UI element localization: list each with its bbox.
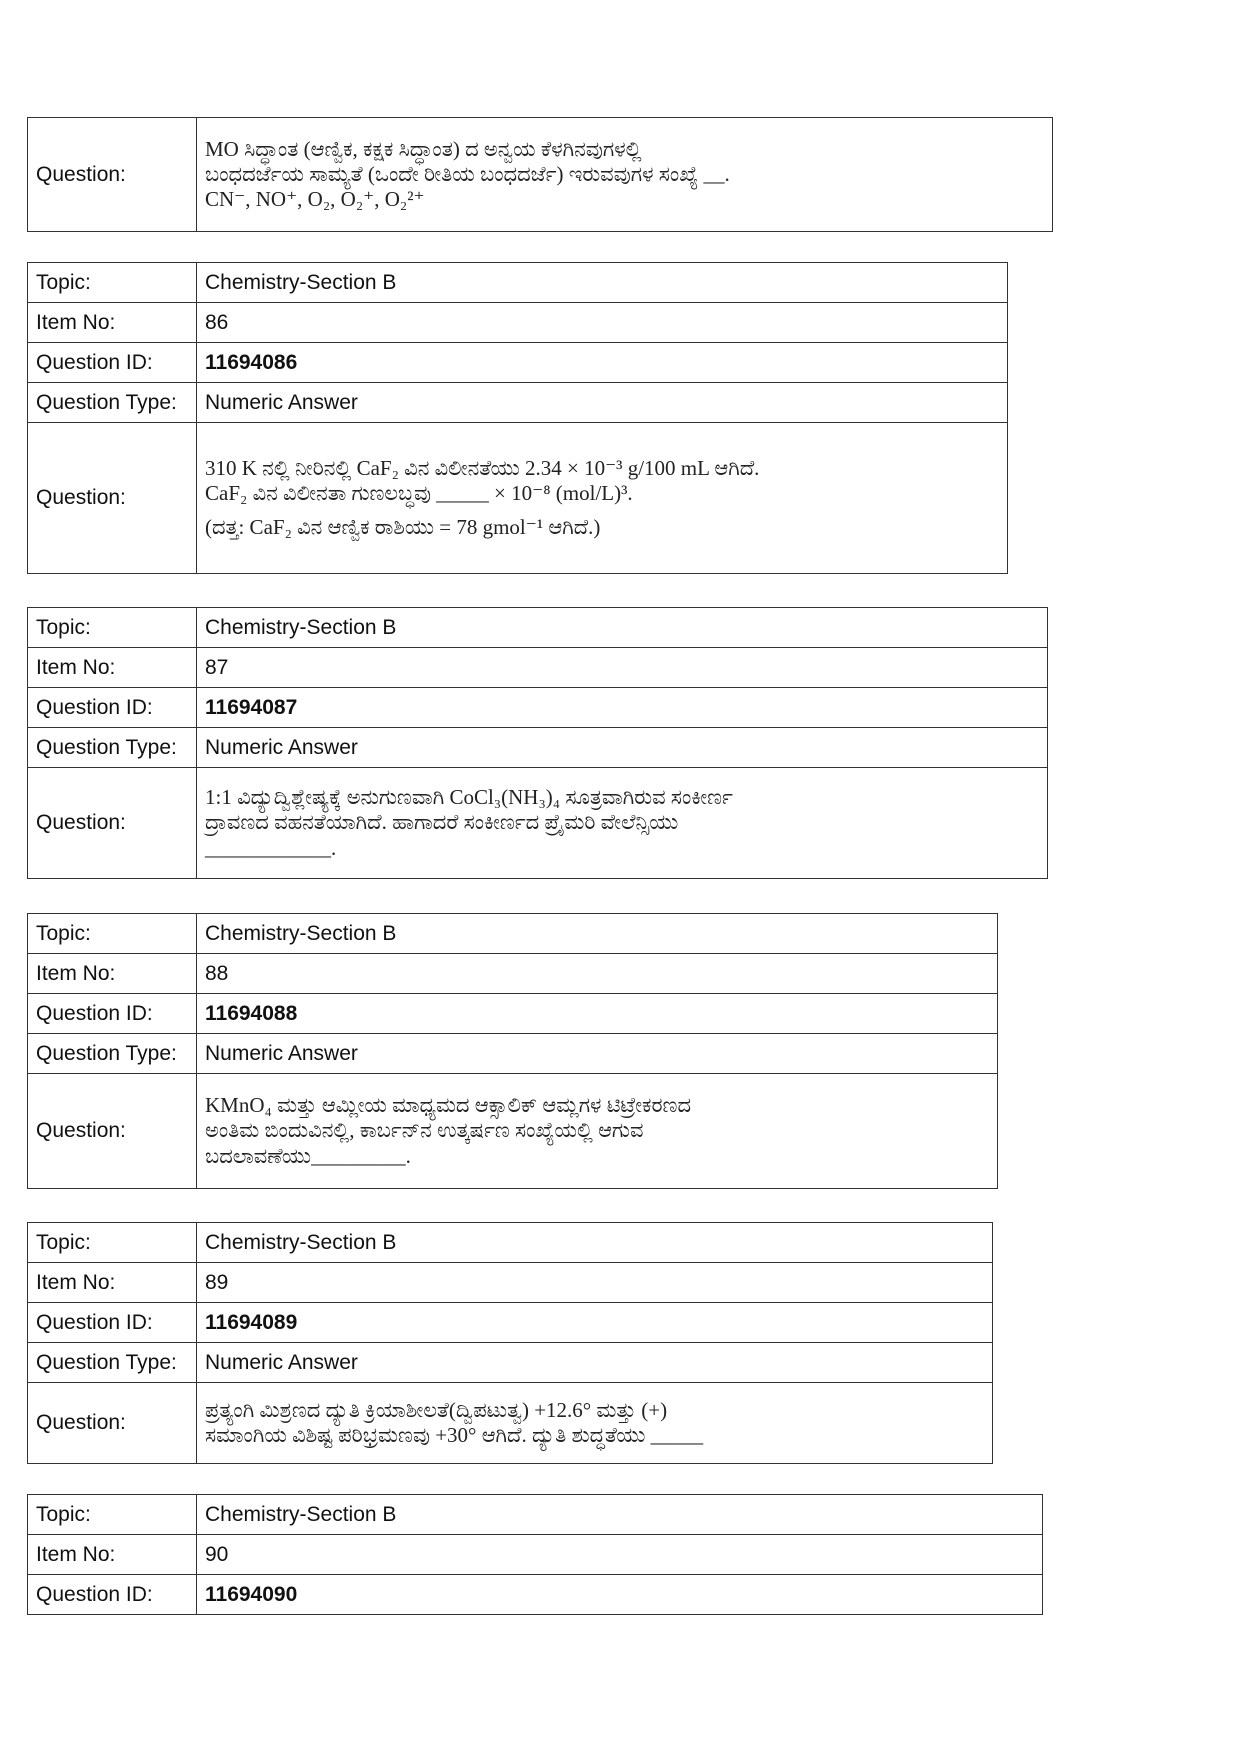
question-id-label: Question ID:: [28, 343, 197, 383]
question-text: [197, 1383, 993, 1464]
question-text: [197, 768, 1048, 879]
question-block-86: [27, 262, 1008, 574]
item-no-label: Item No:: [28, 1263, 197, 1303]
question-line: 310 K ನಲ್ಲಿ ನೀರಿನಲ್ಲಿ CaF₂ ವಿನ ವಿಲೀನತೆಯು 2.34 × 10⁻³ g/100 mL ಆಗಿದೆ.: [205, 456, 760, 481]
topic-value: Chemistry-Section B: [197, 608, 1048, 648]
question-label: Question:: [28, 1383, 197, 1464]
question-line: ಬಂಧದರ್ಜೆಯ ಸಾಮ್ಯತೆ (ಒಂದೇ ರೀತಿಯ ಬಂಧದರ್ಜೆ) ಇರುವವುಗಳ ಸಂಖ್ಯೆ __.: [205, 161, 730, 186]
question-text: [197, 1074, 998, 1189]
question-id-label: Question ID:: [28, 688, 197, 728]
topic-label: Topic:: [28, 1495, 197, 1535]
question-label: Question:: [28, 118, 197, 232]
question-label: Question:: [28, 423, 197, 574]
item-no-value: 86: [197, 303, 1008, 343]
question-id-value: 11694090: [197, 1575, 1043, 1615]
question-block-87: [27, 607, 1048, 879]
question-line: 1:1 ವಿದ್ಯುದ್ವಿಶ್ಲೇಷ್ಯಕ್ಕೆ ಅನುಗುಣವಾಗಿ CoCl₃(NH₃)₄ ಸೂತ್ರವಾಗಿರುವ ಸಂಕೀರ್ಣ: [205, 785, 733, 810]
question-type-value: Numeric Answer: [197, 1034, 998, 1074]
item-no-value: 90: [197, 1535, 1043, 1575]
question-line: ____________.: [205, 835, 337, 860]
question-text: [197, 118, 1053, 232]
question-line: CN⁻, NO⁺, O₂, O₂⁺, O₂²⁺: [205, 187, 425, 212]
topic-value: Chemistry-Section B: [197, 1495, 1043, 1535]
question-id-value: 11694087: [197, 688, 1048, 728]
question-id-label: Question ID:: [28, 1575, 197, 1615]
question-type-label: Question Type:: [28, 1343, 197, 1383]
topic-value: Chemistry-Section B: [197, 1223, 993, 1263]
question-id-value: 11694086: [197, 343, 1008, 383]
topic-value: Chemistry-Section B: [197, 263, 1008, 303]
question-text: [197, 423, 1008, 574]
topic-label: Topic:: [28, 1223, 197, 1263]
topic-value: Chemistry-Section B: [197, 914, 998, 954]
question-line: ದ್ರಾವಣದ ವಹನತೆಯಾಗಿದೆ. ಹಾಗಾದರೆ ಸಂಕೀರ್ಣದ ಪ್ರೈಮರಿ ವೇಲೆನ್ಸಿಯು: [205, 810, 679, 835]
question-type-value: Numeric Answer: [197, 728, 1048, 768]
question-id-label: Question ID:: [28, 994, 197, 1034]
item-no-label: Item No:: [28, 303, 197, 343]
question-block-88: [27, 913, 998, 1189]
question-id-value: 11694088: [197, 994, 998, 1034]
question-id-label: Question ID:: [28, 1303, 197, 1343]
item-no-value: 87: [197, 648, 1048, 688]
topic-label: Topic:: [28, 914, 197, 954]
question-line: ಅಂತಿಮ ಬಿಂದುವಿನಲ್ಲಿ, ಕಾರ್ಬನ್‌ನ ಉತ್ಕರ್ಷಣ ಸಂಖ್ಯೆಯಲ್ಲಿ ಆಗುವ: [205, 1118, 644, 1143]
item-no-label: Item No:: [28, 1535, 197, 1575]
item-no-value: 89: [197, 1263, 993, 1303]
question-type-label: Question Type:: [28, 1034, 197, 1074]
question-id-value: 11694089: [197, 1303, 993, 1343]
question-line: MO ಸಿದ್ಧಾಂತ (ಆಣ್ವಿಕ, ಕಕ್ಷಕ ಸಿದ್ಧಾಂತ) ದ ಅನ್ವಯ ಕೆಳಗಿನವುಗಳಲ್ಲಿ: [205, 136, 642, 161]
question-label: Question:: [28, 1074, 197, 1189]
question-line: CaF₂ ವಿನ ವಿಲೀನತಾ ಗುಣಲಬ್ಧವು _____ × 10⁻⁸ (mol/L)³.: [205, 481, 633, 506]
question-line: (ದತ್ತ: CaF₂ ವಿನ ಆಣ್ವಿಕ ರಾಶಿಯು = 78 gmol⁻¹ ಆಗಿದೆ.): [205, 514, 601, 539]
item-no-label: Item No:: [28, 954, 197, 994]
question-block-89: [27, 1222, 993, 1464]
question-block-90: [27, 1494, 1043, 1615]
item-no-label: Item No:: [28, 648, 197, 688]
topic-label: Topic:: [28, 263, 197, 303]
question-type-label: Question Type:: [28, 728, 197, 768]
item-no-value: 88: [197, 954, 998, 994]
question-type-label: Question Type:: [28, 383, 197, 423]
question-line: KMnO₄ ಮತ್ತು ಆಮ್ಲೀಯ ಮಾಧ್ಯಮದ ಆಕ್ಸಾಲಿಕ್ ಆಮ್ಲಗಳ ಟಿಟ್ರೇಕರಣದ: [205, 1093, 692, 1118]
question-label: Question:: [28, 768, 197, 879]
question-block-85: [27, 117, 1053, 232]
question-type-value: Numeric Answer: [197, 1343, 993, 1383]
question-type-value: Numeric Answer: [197, 383, 1008, 423]
topic-label: Topic:: [28, 608, 197, 648]
question-line: ಪ್ರತ್ಯಂಗಿ ಮಿಶ್ರಣದ ದ್ಯುತಿ ಕ್ರಿಯಾಶೀಲತೆ(ದ್ವಿಪಟುತ್ವ) +12.6° ಮತ್ತು (+): [205, 1397, 668, 1422]
question-line: ಬದಲಾವಣೆಯು_________.: [205, 1143, 411, 1168]
question-line: ಸಮಾಂಗಿಯ ವಿಶಿಷ್ಟ ಪರಿಭ್ರಮಣವು +30° ಆಗಿದೆ. ದ್ಯುತಿ ಶುದ್ಧತೆಯು _____: [205, 1423, 704, 1447]
